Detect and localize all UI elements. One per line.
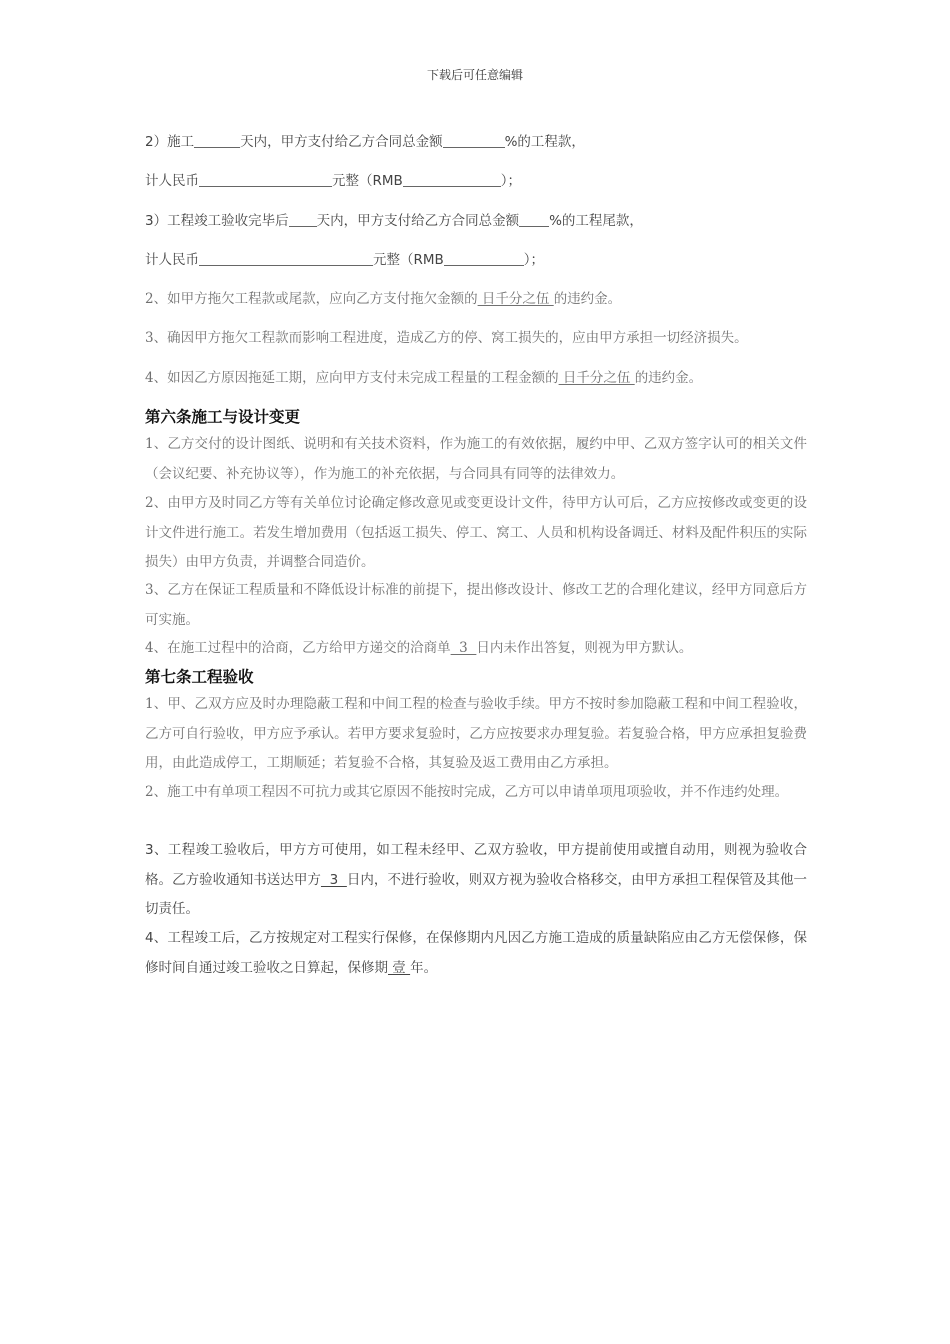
article-7-title: 第七条工程验收 xyxy=(145,668,254,686)
article-6-clause-2: 2、由甲方及时同乙方等有关单位讨论确定修改意见或变更设计文件，待甲方认可后，乙方应按修改或变更的设计文件进行施工。若发生增加费用（包括返工损失、停工、窝工、人员和机构设备调迁、材料及配件积压的实际损失）由甲方负责，并调整合同造价。 xyxy=(145,495,807,570)
article-6-clause-1: 1、乙方交付的设计图纸、说明和有关技术资料，作为施工的有效依据，履约中甲、乙双方签字认可的相关文件（会议纪要、补充协议等），作为施工的补充依据，与合同具有同等的法律效力。 xyxy=(145,436,807,482)
article-6-clause-3: 3、乙方在保证工程质量和不降低设计标准的前提下，提出修改设计、修改工艺的合理化建议，经甲方同意后方可实施。 xyxy=(145,582,807,628)
article-6-clause-4: 4、在施工过程中的洽商，乙方给甲方递交的洽商单 3 日内未作出答复，则视为甲方默认。 xyxy=(145,640,693,656)
blank-percent xyxy=(443,133,505,148)
blank-rmb xyxy=(444,251,524,266)
article-6-title: 第六条施工与设计变更 xyxy=(145,408,301,426)
blank-days xyxy=(289,212,317,227)
article-7-clause-4: 4、工程竣工后，乙方按规定对工程实行保修，在保修期内凡因乙方施工造成的质量缺陷应由乙方无偿保修，保修时间自通过竣工验收之日算起，保修期 壹 年。 xyxy=(145,930,807,976)
article-7-clause-1: 1、甲、乙双方应及时办理隐蔽工程和中间工程的检查与验收手续。甲方不按时参加隐蔽工程和中间工程验收，乙方可自行验收，甲方应予承认。若甲方要求复验时，乙方应按要求办理复验。若复验合格，甲方应承担复验费用，由此造成停工，工期顺延；若复验不合格，其复验及返工费用由乙方承担。 xyxy=(145,696,807,771)
article-7-clause-2: 2、施工中有单项工程因不可抗力或其它原因不能按时完成，乙方可以申请单项甩项验收，并不作违约处理。 xyxy=(145,784,789,800)
page-header: 下载后可任意编辑 xyxy=(426,68,523,82)
penalty-clause-4: 4、如因乙方原因拖延工期，应向甲方支付未完成工程量的工程金额的 日千分之伍 的违约金。 xyxy=(145,370,703,386)
payment-item-3: 3）工程竣工验收完毕后 天内，甲方支付给乙方合同总金额 %的工程尾款， xyxy=(145,213,643,229)
penalty-clause-3: 3、确因甲方拖欠工程款而影响工程进度，造成乙方的停、窝工损失的，应由甲方承担一切经济损失。 xyxy=(145,330,748,346)
payment-item-2: 2）施工 天内，甲方支付给乙方合同总金额 %的工程款， xyxy=(145,134,585,150)
penalty-clause-2: 2、如甲方拖欠工程款或尾款，应向乙方支付拖欠金额的 日千分之伍 的违约金。 xyxy=(145,291,622,307)
payment-item-2-rmb: 计人民币 元整（RMB ）； xyxy=(145,173,522,189)
article-7-clause-3: 3、工程竣工验收后，甲方方可使用，如工程未经甲、乙双方验收，甲方提前使用或擅自动用，则视为验收合格。乙方验收通知书送达甲方 3 日内，不进行验收，则双方视为验收合格移交，由甲方承担工程保管及其他一切责任。 xyxy=(145,842,808,917)
payment-item-3-rmb: 计人民币 元整（RMB ）； xyxy=(145,252,545,268)
blank-days xyxy=(194,133,240,148)
blank-amount xyxy=(199,172,332,187)
blank-percent xyxy=(519,212,549,227)
blank-rmb xyxy=(403,172,501,187)
blank-amount xyxy=(199,251,373,266)
